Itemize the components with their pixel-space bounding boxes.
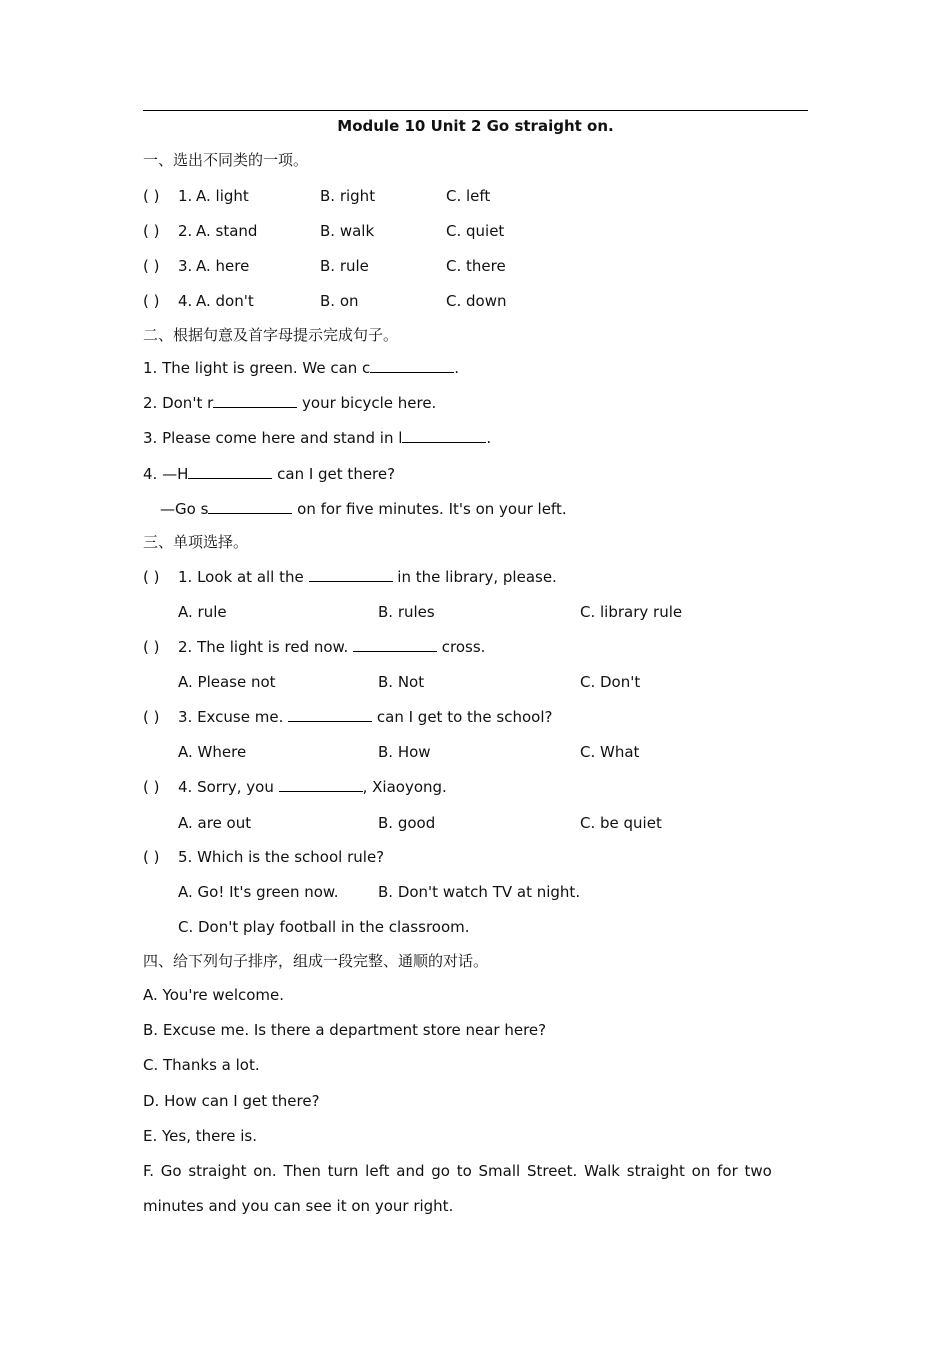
option-a: A. here — [196, 257, 250, 275]
question-stem — [178, 637, 485, 657]
question-text: —Go s — [160, 500, 209, 518]
question-text: 3. Please come here and stand in l — [143, 429, 403, 447]
s2-question-4a — [143, 464, 395, 484]
page-title: Module 10 Unit 2 Go straight on. — [337, 117, 614, 135]
option-b: B. Don't watch TV at night. — [378, 883, 581, 901]
answer-blank[interactable] — [188, 464, 272, 479]
dialogue-line-e: E. Yes, there is. — [143, 1127, 257, 1145]
option-c: C. Don't play football in the classroom. — [178, 918, 470, 936]
answer-paren[interactable]: ( ) — [143, 568, 160, 586]
question-text: 1. Look at all the — [178, 568, 309, 586]
option-c: C. left — [446, 187, 491, 205]
question-number: 2. — [178, 222, 193, 240]
question-text: 1. The light is green. We can c — [143, 359, 371, 377]
question-text-end: . — [454, 359, 460, 377]
question-text-end: in the library, please. — [392, 568, 557, 586]
answer-blank[interactable] — [213, 393, 297, 408]
option-c: C. quiet — [446, 222, 505, 240]
option-a: A. light — [196, 187, 249, 205]
option-c: C. What — [580, 743, 640, 761]
option-b: B. right — [320, 187, 376, 205]
dialogue-line-d: D. How can I get there? — [143, 1092, 320, 1110]
option-b: B. Not — [378, 673, 425, 691]
option-b: B. How — [378, 743, 431, 761]
section-1-heading: 一、选出不同类的一项。 — [143, 151, 309, 169]
question-text: 2. The light is red now. — [178, 638, 353, 656]
option-b: B. rule — [320, 257, 369, 275]
s2-question-1 — [143, 358, 459, 378]
dialogue-line-f-continued: minutes and you can see it on your right. — [143, 1197, 454, 1215]
dialogue-line-f: F. Go straight on. Then turn left and go to Small Street. Walk straight on for two — [143, 1162, 772, 1180]
answer-paren[interactable]: ( ) — [143, 292, 160, 310]
s2-question-3 — [143, 428, 491, 448]
question-text-end: your bicycle here. — [297, 394, 437, 412]
option-a: A. Go! It's green now. — [178, 883, 339, 901]
answer-blank — [353, 637, 437, 652]
question-text-end: , Xiaoyong. — [362, 778, 447, 796]
answer-paren[interactable]: ( ) — [143, 638, 160, 656]
option-a: A. are out — [178, 814, 252, 832]
option-a: A. Please not — [178, 673, 276, 691]
option-b: B. walk — [320, 222, 375, 240]
option-b: B. rules — [378, 603, 435, 621]
section-4-heading: 四、给下列句子排序，组成一段完整、通顺的对话。 — [143, 952, 489, 970]
answer-blank — [279, 777, 363, 792]
answer-paren[interactable]: ( ) — [143, 848, 160, 866]
question-text-end: . — [486, 429, 492, 447]
answer-paren[interactable]: ( ) — [143, 187, 160, 205]
question-stem — [178, 777, 447, 797]
option-c: C. be quiet — [580, 814, 662, 832]
question-text: 4. Sorry, you — [178, 778, 279, 796]
option-a: A. don't — [196, 292, 254, 310]
s2-question-4b — [160, 499, 567, 519]
option-c: C. there — [446, 257, 506, 275]
answer-blank[interactable] — [370, 358, 454, 373]
question-text-end: cross. — [436, 638, 486, 656]
s2-question-2 — [143, 393, 436, 413]
question-number: 4. — [178, 292, 193, 310]
option-c: C. down — [446, 292, 507, 310]
question-text-end: can I get there? — [272, 465, 396, 483]
question-text: 2. Don't r — [143, 394, 214, 412]
question-stem: 5. Which is the school rule? — [178, 848, 385, 866]
answer-blank[interactable] — [402, 428, 486, 443]
question-stem — [178, 567, 557, 587]
answer-paren[interactable]: ( ) — [143, 778, 160, 796]
dialogue-line-b: B. Excuse me. Is there a department store near here? — [143, 1021, 547, 1039]
dialogue-line-c: C. Thanks a lot. — [143, 1056, 260, 1074]
option-a: A. Where — [178, 743, 247, 761]
question-text-end: can I get to the school? — [372, 708, 553, 726]
question-text: 3. Excuse me. — [178, 708, 289, 726]
header-rule — [143, 110, 808, 111]
question-stem — [178, 707, 552, 727]
section-2-heading: 二、根据句意及首字母提示完成句子。 — [143, 326, 399, 344]
question-text: 4. —H — [143, 465, 189, 483]
dialogue-line-a: A. You're welcome. — [143, 986, 285, 1004]
answer-paren[interactable]: ( ) — [143, 222, 160, 240]
option-b: B. good — [378, 814, 436, 832]
answer-paren[interactable]: ( ) — [143, 708, 160, 726]
option-a: A. stand — [196, 222, 258, 240]
option-a: A. rule — [178, 603, 227, 621]
section-3-heading: 三、单项选择。 — [143, 533, 249, 551]
answer-blank — [288, 707, 372, 722]
question-text-end: on for five minutes. It's on your left. — [292, 500, 567, 518]
option-c: C. library rule — [580, 603, 683, 621]
option-c: C. Don't — [580, 673, 641, 691]
option-b: B. on — [320, 292, 359, 310]
answer-blank[interactable] — [208, 499, 292, 514]
answer-paren[interactable]: ( ) — [143, 257, 160, 275]
answer-blank — [309, 567, 393, 582]
question-number: 3. — [178, 257, 193, 275]
question-number: 1. — [178, 187, 193, 205]
